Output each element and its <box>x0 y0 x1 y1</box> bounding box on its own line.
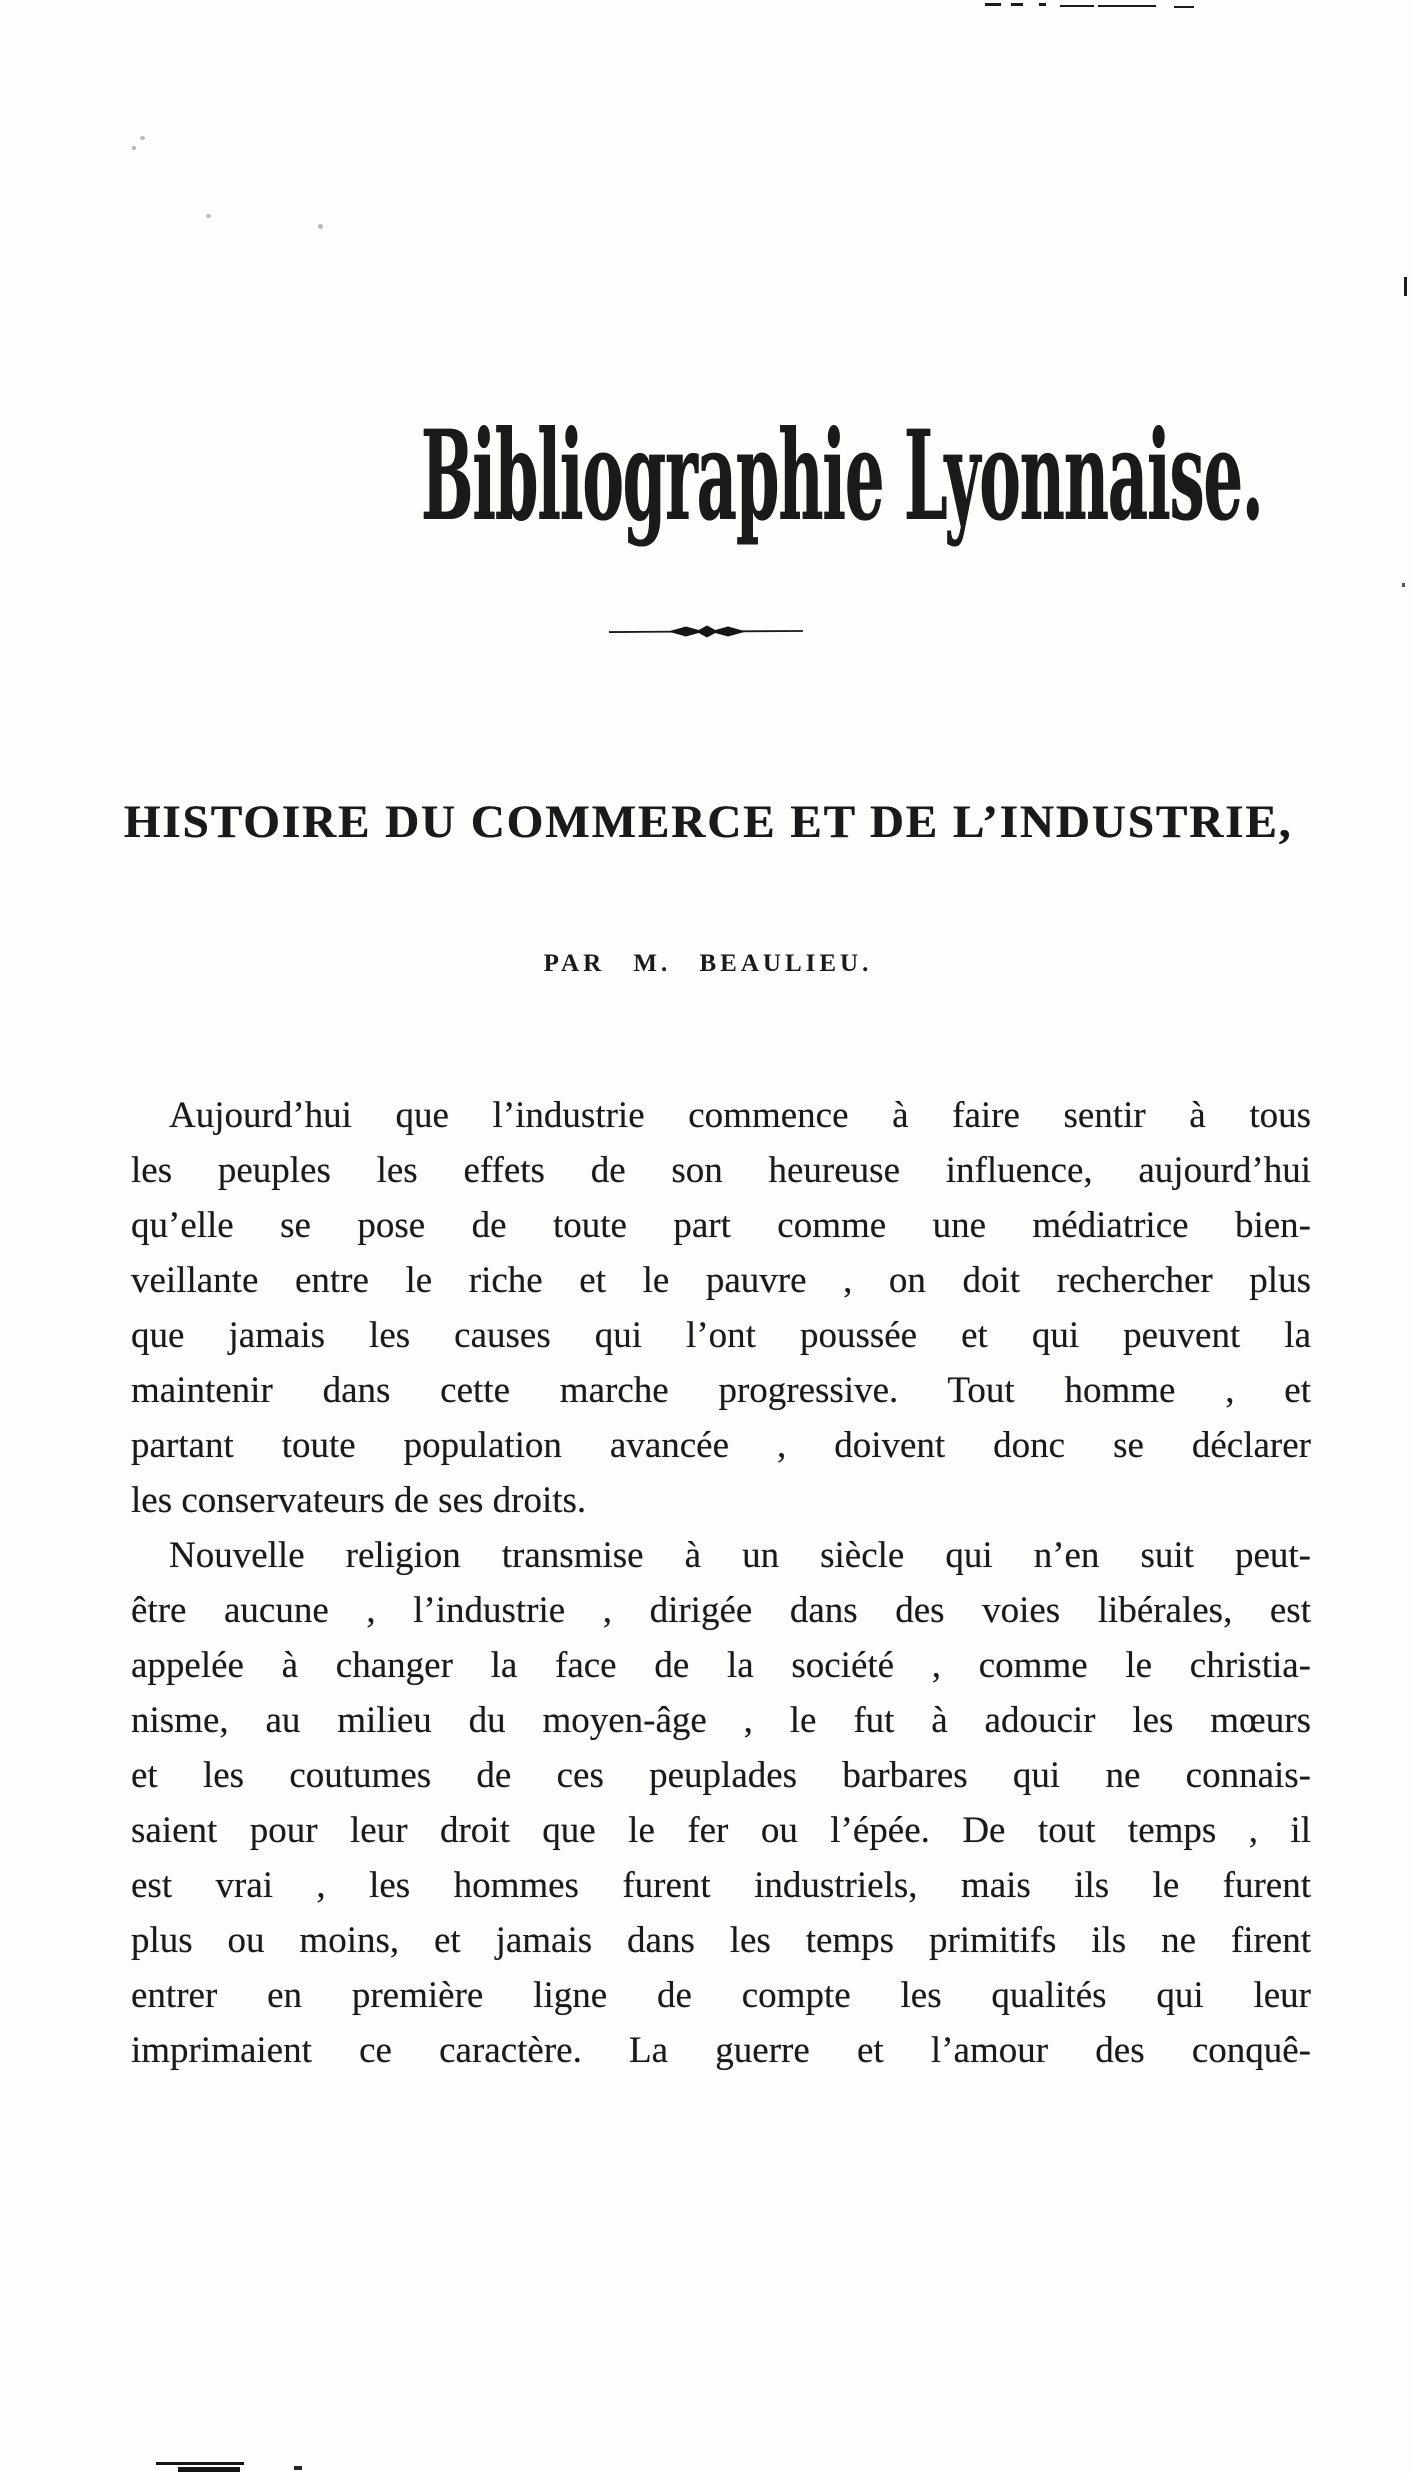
body-line: entrer en première ligne de compte les qualités qui leur <box>131 1975 1311 2016</box>
body-line: est vrai , les hommes furent industriels, mais ils le furent <box>131 1865 1311 1906</box>
body-line: les conservateurs de ses droits. <box>131 1480 587 1521</box>
body-line: saient pour leur droit que le fer ou l’épée. De tout temps , il <box>131 1810 1311 1851</box>
scan-speck <box>318 224 323 229</box>
masthead <box>0 404 1411 549</box>
ornament-rule-icon <box>606 622 806 640</box>
body-line: veillante entre le riche et le pauvre , on doit rechercher plus <box>131 1260 1311 1301</box>
scan-artifact-right-tick <box>1404 277 1407 296</box>
article-body <box>131 1088 1311 2078</box>
scan-artifact-right-dot <box>1402 583 1405 587</box>
body-line: plus ou moins, et jamais dans les temps primitifs ils ne firent <box>131 1920 1311 1961</box>
article-heading: HISTOIRE DU COMMERCE ET DE L’INDUSTRIE, <box>123 796 1293 848</box>
scan-artifact-bottom-marks <box>150 2462 244 2472</box>
body-line: être aucune , l’industrie , dirigée dans des voies libérales, est <box>131 1590 1311 1631</box>
scan-artifact-top-dashes <box>985 3 1204 11</box>
decorative-divider <box>0 622 1411 645</box>
scan-speck <box>140 136 145 140</box>
body-line: et les coutumes de ces peuplades barbares qui ne connais- <box>131 1755 1311 1796</box>
body-line: partant toute population avancée , doivent donc se déclarer <box>131 1425 1311 1466</box>
scan-artifact-bottom-dot <box>294 2466 302 2470</box>
body-line: appelée à changer la face de la société , comme le christia- <box>131 1645 1311 1686</box>
body-line: maintenir dans cette marche progressive. Tout homme , et <box>131 1370 1311 1411</box>
body-line: que jamais les causes qui l’ont poussée et qui peuvent la <box>131 1315 1311 1356</box>
body-line: Aujourd’hui que l’industrie commence à faire sentir à tous <box>169 1095 1311 1136</box>
body-line: qu’elle se pose de toute part comme une médiatrice bien- <box>131 1205 1311 1246</box>
body-line: nisme, au milieu du moyen-âge , le fut à adoucir les mœurs <box>131 1700 1311 1741</box>
article-byline: PAR M. BEAULIEU. <box>543 950 873 977</box>
body-line: imprimaient ce caractère. La guerre et l’amour des conquê- <box>131 2030 1311 2071</box>
body-line: Nouvelle religion transmise à un siècle qui n’en suit peut- <box>169 1535 1311 1576</box>
body-line: les peuples les effets de son heureuse influence, aujourd’hui <box>131 1150 1311 1191</box>
scan-speck <box>132 146 136 150</box>
scan-speck <box>206 214 211 218</box>
page-title: Bibliographie Lyonnaise. <box>420 404 1263 549</box>
